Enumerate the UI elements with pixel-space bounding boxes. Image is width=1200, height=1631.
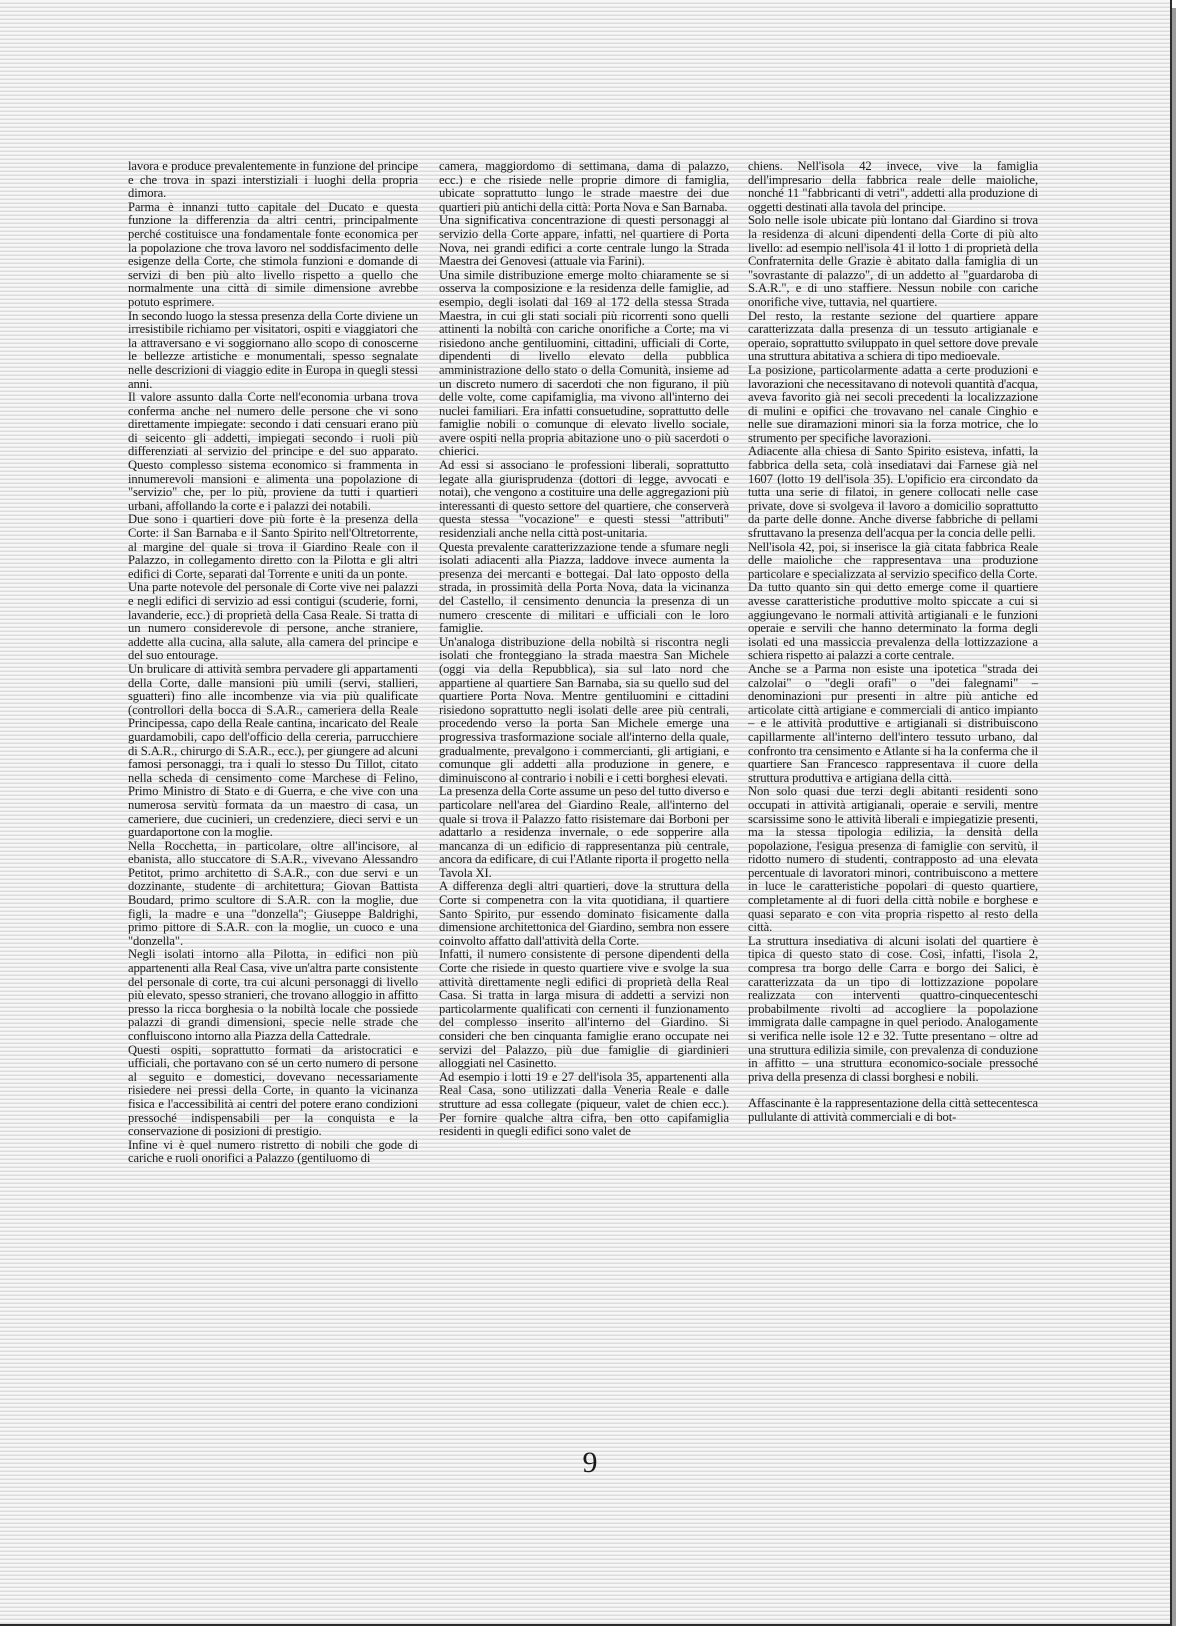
paragraph: Una parte notevole del personale di Corte vive nei palazzi e negli edifici di servizio ad essi contigui (scuderie, forni, lavanderie, ecc.) di proprietà della Casa Reale. Si tratta di un numero considerevole di persone, anche straniere, addette alla cucina, alla salute, alla camera del principe e del suo entourage. xyxy=(128,580,418,663)
paragraph: Affascinante è la rappresentazione della città settecentesca pullulante di attività commerciali e di bot- xyxy=(748,1096,1038,1124)
paragraph: Anche se a Parma non esiste una ipotetica "strada dei calzolai" o "degli orafi" o "dei falegnami" – denominazioni pur presenti in altre più antiche ed articolate città artigiane e commerciali di antico impianto – e le attività produttive e artigianali si distribuiscono capillarmente all'interno dell'intero tessuto urbano, dal confronto tra censimento e Atlante si ha la conferma che il quartiere San Francesco rappresentava il cuore della struttura produttiva e artigiana della città. xyxy=(748,661,1038,785)
paragraph: Parma è innanzi tutto capitale del Ducato e questa funzione la differenzia da altri centri, principalmente perché costituisce una fondamentale fonte economica per la popolazione che trova lavoro nel soddisfacimento delle esigenze della Corte, che stimola funzioni e domande di servizi di ben più alto livello rispetto a quello che normalmente una città di simile dimensione avrebbe potuto esprimere. xyxy=(128,199,418,309)
paragraph: Negli isolati intorno alla Pilotta, in edifici non più appartenenti alla Real Casa, vive un'altra parte consistente del personale di corte, tra cui alcuni personaggi di livello più elevato, spesso stranieri, che trovano alloggio in affitto presso la ricca borghesia o la nobiltà locale che possiede palazzi di grandi dimensioni, specie nelle strade che confluiscono intorno alla Piazza della Cattedrale. xyxy=(128,947,418,1043)
paragraph: La posizione, particolarmente adatta a certe produzioni e lavorazioni che necessitavano di notevoli quantità d'acqua, aveva favorito già nei secoli precedenti la localizzazione di mulini e opifici che trovavano nel canale Cinghio e nelle sue diramazioni minori sia la forza motrice, che lo strumento per specifiche lavorazioni. xyxy=(748,362,1038,445)
paragraph: Una significativa concentrazione di questi personaggi al servizio della Corte appare, infatti, nel quartiere di Porta Nova, nei grandi edifici a corte centrale lungo la Strada Maestra dei Genovesi (attuale via Farini). xyxy=(439,213,729,269)
paragraph: Due sono i quartieri dove più forte è la presenza della Corte: il San Barnaba e il Santo Spirito nell'Oltretorrente, al margine del quale si trova il Giardino Reale con il Palazzo, in collegamento diretto con la Pilotta e gli altri edifici di Corte, separati dal Torrente e uniti da un ponte. xyxy=(128,512,418,581)
paragraph: camera, maggiordomo di settimana, dama di palazzo, ecc.) e che risiede nelle proprie dimore di famiglia, ubicate soprattutto lungo le strade maestre dei due quartieri più antichi della città: Porta Nova e San Barnaba. xyxy=(439,159,729,214)
text-column-right xyxy=(748,160,1038,1125)
paragraph: Una simile distribuzione emerge molto chiaramente se si osserva la composizione e la residenza delle famiglie, ad esempio, degli isolati dal 169 al 172 della stessa Strada Maestra, in cui gli stati sociali più ricorrenti sono quelli attinenti la nobiltà con cariche onorifiche a Corte; ma vi risiedono anche gentiluomini, cittadini, ufficiali di Corte, dipendenti di livello elevato della pubblica amministrazione dello stato o della Comunità, insieme ad un discreto numero di sacerdoti che non figurano, il più delle volte, come capifamiglia, ma vivono all'interno dei nuclei familiari. Era infatti consuetudine, soprattutto delle famiglie nobili o comunque di elevato livello sociale, avere ospiti nella propria abitazione uno o più sacerdoti o chierici. xyxy=(439,267,729,459)
paragraph: In secondo luogo la stessa presenza della Corte diviene un irresistibile richiamo per visitatori, ospiti e viaggiatori che la attraversano e vi soggiornano allo scopo di conoscerne le bellezze artistiche e monumentali, spesso segnalate nelle descrizioni di viaggio edite in Europa in quegli stessi anni. xyxy=(128,308,418,391)
paragraph: Questa prevalente caratterizzazione tende a sfumare negli isolati adiacenti alla Piazza, laddove invece aumenta la presenza dei mercanti e bottegai. Dal lato opposto della strada, in prossimità della Porta Nova, data la vicinanza del Castello, il censimento denuncia la presenza di un numero crescente di militari e ufficiali con le loro famiglie. xyxy=(439,539,729,636)
paragraph: Infine vi è quel numero ristretto di nobili che gode di cariche e ruoli onorifici a Palazzo (gentiluomo di xyxy=(128,1137,418,1166)
paragraph: Questi ospiti, soprattutto formati da aristocratici e ufficiali, che portavano con sé un certo numero di persone al seguito e domestici, dovevano necessariamente risiedere nei pressi della Corte, in quanto la vicinanza fisica e l'accessibilità ai centri del potere erano condizioni pressoché indispensabili per la conquista e la conservazione di posizioni di prestigio. xyxy=(128,1042,418,1139)
paragraph: Ad essi si associano le professioni liberali, soprattutto legate alla giurisprudenza (dottori di legge, avvocati e notai), che vengono a costituire una delle aggregazioni più interessanti di questo settore del quartiere, che conserverà questa stessa "vocazione" e questi stessi "attributi" residenziali anche nella città post-unitaria. xyxy=(439,458,729,541)
paragraph: Un brulicare di attività sembra pervadere gli appartamenti della Corte, dalle mansioni più umili (servi, stallieri, sguatteri) fino alle incombenze via via più qualificate (controllori della bocca di S.A.R., cameriera della Reale Principessa, capo della Reale cantina, incaricato del Reale guardamobili, capo dell'officio della cereria, parrucchiere di S.A.R., chirurgo di S.A.R., ecc.), per giungere ad alcuni famosi personaggi, tra i quali lo stesso Du Tillot, citato nella scheda di censimento come Marchese di Felino, Primo Ministro di Stato e di Guerra, e che vive con una numerosa servitù formata da un maestro di casa, un cameriere, due cucinieri, un credenziere, dieci servi e un guardaportone con la moglie. xyxy=(128,661,418,840)
paragraph: Non solo quasi due terzi degli abitanti residenti sono occupati in attività artigianali, operaie e servili, mentre scarsissime sono le attività liberali e impiegatizie presenti, ma la stessa tipologia edilizia, la densità della popolazione, l'esigua presenza di famiglie con servitù, il ridotto numero di studenti, contrapposto ad una elevata percentuale di lavoratori minori, contribuiscono a mettere in luce le caratteristiche popolari di questo quartiere, completamente al di fuori della città nobile e borghese e quasi separato e con vita propria rispetto al resto della città. xyxy=(748,784,1038,935)
paragraph: Nell'isola 42, poi, si inserisce la già citata fabbrica Reale delle maioliche che rappresentava una produzione particolare e specializzata al servizio specifico della Corte. xyxy=(748,539,1038,581)
paragraph: La struttura insediativa di alcuni isolati del quartiere è tipica di questo stato di cose. Così, infatti, l'isola 2, compresa tra borgo delle Carra e borgo dei Salici, è caratterizzata da un tipo di lottizzazione popolare realizzata con interventi quattro-cinquecenteschi probabilmente rivolti ad accogliere la popolazione immigrata dalle campagne in quel periodo. Analogamente si verifica nelle isole 12 e 32. Tutte presentano – oltre ad una struttura edilizia simile, con prevalenza di conduzione in affitto – una struttura economico-sociale pressoché priva della presenza di classi borghesi e nobili. xyxy=(748,933,1038,1084)
paragraph: Del resto, la restante sezione del quartiere appare caratterizzata dalla presenza di un tessuto artigianale e operaio, soprattutto sviluppato in quel settore dove prevale una struttura abitativa a schiera di tipo medioevale. xyxy=(748,308,1038,364)
text-column-middle xyxy=(439,160,729,1139)
paragraph: Solo nelle isole ubicate più lontano dal Giardino si trova la residenza di alcuni dipendenti della Corte di più alto livello: ad esempio nell'isola 41 il lotto 1 di proprietà della Confraternita delle Grazie è abitato dalla famiglia di un "sovrastante di palazzo", di un addetto al "guardaroba di S.A.R.", e di uno staffiere. Nessun nobile con cariche onorifiche vive, tuttavia, nel quartiere. xyxy=(748,213,1038,309)
text-column-left xyxy=(128,160,418,1166)
paragraph: lavora e produce prevalentemente in funzione del principe e che trova in spazi interstiziali i luoghi della propria dimora. xyxy=(128,159,418,201)
paragraph: Nella Rocchetta, in particolare, oltre all'incisore, al ebanista, allo stuccatore di S.A.R., vivevano Alessandro Petitot, primo architetto di S.A.R., con due servi e un dozzinante, studente di architettura; Giovan Battista Boudard, primo scultore di S.A.R. con la moglie, due figli, la madre e una "donzella"; Giuseppe Baldrighi, primo pittore di S.A.R. con la moglie, un cuoco e una "donzella". xyxy=(128,838,418,948)
paragraph: Adiacente alla chiesa di Santo Spirito esisteva, infatti, la fabbrica della seta, colà insediatavi dai Farnese già nel 1607 (lotto 19 dell'isola 35). L'opificio era circondato da tutta una serie di filatoi, in genere collocati nelle case private, dove si svolgeva il lavoro a domicilio soprattutto da parte delle donne. Anche diverse fabbriche di pellami sfruttavano la presenza dell'acqua per la concia delle pelli. xyxy=(748,444,1038,541)
page-number: 9 xyxy=(582,1446,598,1479)
page-edge-shadow xyxy=(1172,8,1176,1626)
paragraph: La presenza della Corte assume un peso del tutto diverso e particolare nell'area del Giardino Reale, all'interno del quale si trova il Palazzo fatto risistemare dai Borboni per adattarlo a residenza invernale, o ede sopperire alla mancanza di un edificio di rappresentanza più centrale, ancora da edificare, di cui l'Atlante riporta il progetto nella Tavola XI. xyxy=(439,784,729,880)
paragraph: Da tutto quanto sin qui detto emerge come il quartiere avesse caratteristiche produttive molto spiccate a cui si aggiungevano le normali attività artigianali e le funzioni operaie e servili che hanno determinato la forma degli isolati ed una massiccia prevalenza della lottizzazione a schiera rispetto ai palazzi a corte centrale. xyxy=(748,580,1038,663)
paragraph: Ad esempio i lotti 19 e 27 dell'isola 35, appartenenti alla Real Casa, sono utilizzati dalla Veneria Reale e dalle strutture ad essa collegate (piqueur, valet de chien ecc.). Per fornire qualche altra cifra, ben otto capifamiglia residenti in quegli edifici sono valet de xyxy=(439,1069,729,1139)
paragraph: Un'analoga distribuzione della nobiltà si riscontra negli isolati che fronteggiano la strada maestra San Michele (oggi via della Repubblica), sia sul lato nord che appartiene al quartiere San Barnaba, sia su quello sud del quartiere Porta Nova. Mentre gentiluomini e cittadini risiedono soprattutto negli isolati delle aree più centrali, procedendo verso la porta San Michele emerge una progressiva trasformazione sociale all'interno della quale, gradualmente, prevalgono i commercianti, gli artigiani, e comunque gli addetti alla produzione in genere, e diminuiscono al contrario i nobili e i cetti borghesi elevati. xyxy=(439,634,729,785)
paragraph: Infatti, il numero consistente di persone dipendenti della Corte che risiede in questo quartiere vive e svolge la sua attività direttamente negli edifici di proprietà della Real Casa. Si tratta in larga misura di addetti a servizi non particolarmente qualificati con cernenti il funzionamento del complesso inserito all'interno del Giardino. Si consideri che ben cinquanta famiglie erano occupate nei servizi del Palazzo, più due famiglie di giardinieri alloggiati nel Casinetto. xyxy=(439,947,729,1071)
paragraph: A differenza degli altri quartieri, dove la struttura della Corte si compenetra con la vita quotidiana, il quartiere Santo Spirito, pur essendo dominato fisicamente dalla dimensione architettonica del Giardino, sembra non essere coinvolto affatto dall'attività della Corte. xyxy=(439,879,729,948)
paragraph: Il valore assunto dalla Corte nell'economia urbana trova conferma anche nel numero delle persone che vi sono direttamente impiegate: secondo i dati censuari erano più di seicento gli addetti, impiegati secondo i ruoli più differenziati al servizio del principe e del suo apparato. Questo complesso sistema economico si frammenta in innumerevoli mansioni e alimenta una popolazione di "servizio" che, per lo più, proviene da tutti i quartieri urbani, affollando la corte e i palazzi dei notabili. xyxy=(128,390,418,513)
paragraph: chiens. Nell'isola 42 invece, vive la famiglia dell'impresario della fabbrica reale delle maioliche, nonché 11 "fabbricanti di vetri", addetti alla produzione di oggetti destinati alla tavola del principe. xyxy=(748,159,1038,214)
